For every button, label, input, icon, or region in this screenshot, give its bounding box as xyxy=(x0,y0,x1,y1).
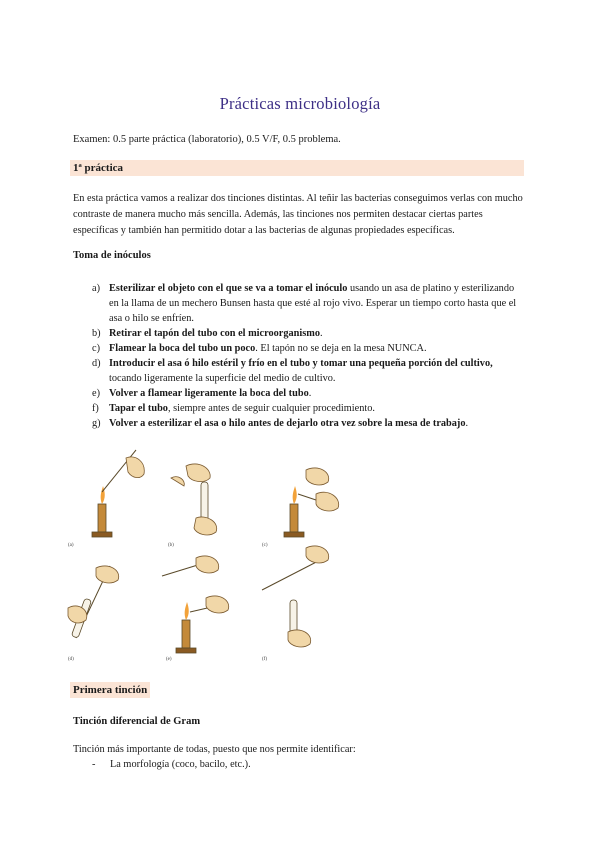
inoculum-heading: Toma de inóculos xyxy=(73,250,151,261)
step-letter: a) xyxy=(92,283,100,294)
step-letter: c) xyxy=(92,343,100,354)
step-text: . xyxy=(308,388,312,399)
step-bold: Tapar el tubo xyxy=(109,403,168,414)
page-title: Prácticas microbiología xyxy=(219,94,381,113)
list-item xyxy=(92,341,524,356)
list-item xyxy=(92,281,524,326)
exam-line: Examen: 0.5 parte práctica (laboratorio), 0.5 V/F, 0.5 problema. xyxy=(73,134,341,145)
figure-label-b: (b) xyxy=(168,543,174,548)
list-item xyxy=(92,356,524,386)
step-letter: f) xyxy=(92,403,99,414)
step-bold: Flamear la boca del tubo un poco xyxy=(109,343,256,354)
list-item xyxy=(92,759,251,770)
list-item xyxy=(92,401,524,416)
step-bold: Esterilizar el objeto con el que se va a tomar el inóculo xyxy=(109,283,348,294)
step-bold: Volver a esterilizar el asa o hilo antes de dejarlo otra vez sobre la mesa de trabajo xyxy=(109,418,466,429)
gram-heading: Tinción diferencial de Gram xyxy=(73,716,201,727)
section-heading-1: 1ª práctica xyxy=(70,160,524,176)
step-text: . xyxy=(465,418,469,429)
figure-panel-f xyxy=(262,546,329,662)
step-text: . xyxy=(319,328,323,339)
inoculum-steps xyxy=(92,281,524,431)
step-text: usando un asa de platino y esterilizando en la llama de un mechero Bunsen hasta que esté al rojo vivo. Esperar un tiempo corto hasta que el asa o hilo se enfríen. xyxy=(109,283,517,324)
step-letter: d) xyxy=(92,358,101,369)
step-bold: Retirar el tapón del tubo con el microorganismo xyxy=(109,328,320,339)
step-letter: g) xyxy=(92,418,101,429)
section-heading-primera-tincion: Primera tinción xyxy=(70,682,150,698)
figure-label-a: (a) xyxy=(68,543,74,548)
step-letter: e) xyxy=(92,388,100,399)
figure-label-d: (d) xyxy=(68,657,74,662)
figure-label-e: (e) xyxy=(166,657,172,662)
figure-label-c: (c) xyxy=(262,543,268,548)
step-bold: Introducir el asa ó hilo estéril y frío en el tubo y tomar una pequeña porción del cultivo, xyxy=(109,358,493,369)
step-bold: Volver a flamear ligeramente la boca del tubo xyxy=(109,388,309,399)
figure-panel-a xyxy=(68,450,144,548)
inoculation-illustration xyxy=(66,448,346,668)
figure-panel-b xyxy=(168,464,217,548)
intro-paragraph: En esta práctica vamos a realizar dos tinciones distintas. Al teñir las bacterias conseguimos verlas con mucho contraste de manera mucho más sencilla. Además, las tinciones nos permiten destacar ciertas partes específicas y también han permitido dotar a las bacterias de algunas propiedades específicas. xyxy=(73,193,523,236)
figure-label-f: (f) xyxy=(262,657,267,662)
figure-panel-d xyxy=(68,566,119,662)
step-text: , siempre antes de seguir cualquier procedimiento. xyxy=(167,403,375,414)
list-item xyxy=(92,326,524,341)
list-item xyxy=(92,416,524,431)
step-text: . El tapón no se deja en la mesa NUNCA. xyxy=(255,343,427,354)
figure-panel-c xyxy=(262,468,339,548)
bullet-dash: - xyxy=(92,759,96,770)
gram-intro: Tinción más importante de todas, puesto que nos permite identificar: xyxy=(73,744,356,755)
step-letter: b) xyxy=(92,328,101,339)
step-text: tocando ligeramente la superficie del medio de cultivo. xyxy=(109,373,336,384)
list-item xyxy=(92,386,524,401)
bullet-text: La morfología (coco, bacilo, etc.). xyxy=(110,759,251,770)
figure-panel-e xyxy=(162,556,229,662)
